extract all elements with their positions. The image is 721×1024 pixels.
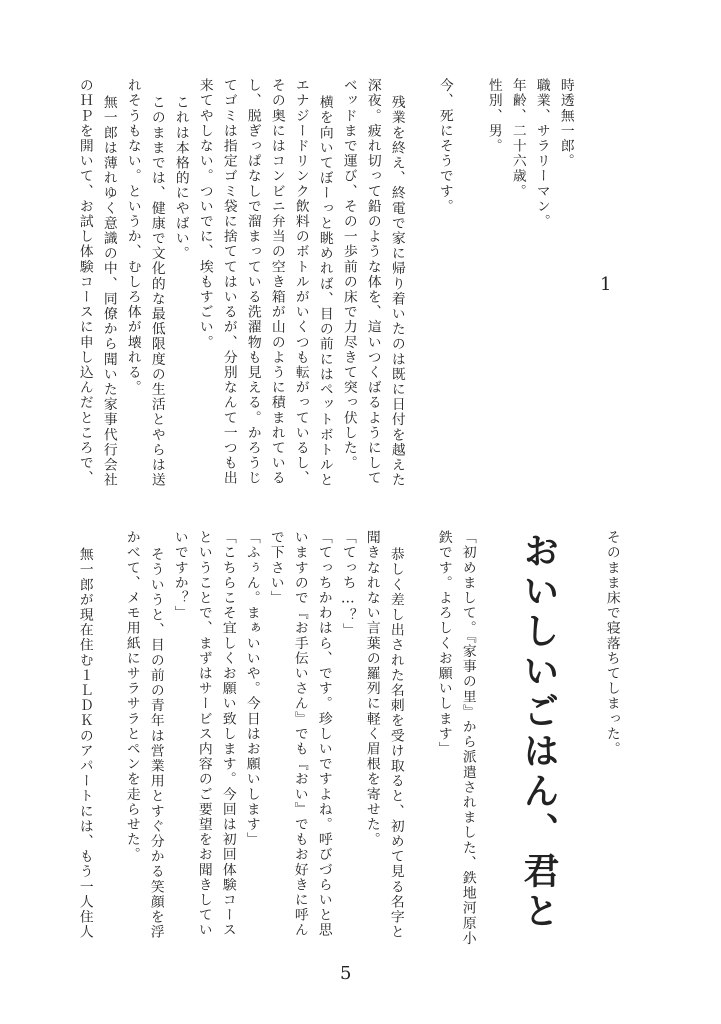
text-line: 時透無一郎。 (557, 78, 574, 169)
text-line: いますので『お手伝いさん』でも『おい』でもお好きに呼ん (291, 530, 308, 938)
text-line: 年齢、二十六歳。 (509, 78, 526, 199)
text-line: で下さい」 (267, 530, 284, 606)
page-number: 5 (340, 963, 352, 984)
text-line: のＨＰを開いて、お試し体験コースに申し込んだところで、 (76, 78, 93, 486)
text-line: 残業を終え、終電で家に帰り着いたのは既に日付を越えた (388, 95, 405, 488)
text-line: 今、死にそうです。 (436, 78, 453, 214)
text-line: 横を向いてぼーっと眺めれば、目の前にはペットボトルと (316, 95, 333, 488)
text-line: 「てっちかわはら、です。珍しいですよね。呼びづらいと思 (315, 530, 332, 938)
text-line: し、脱ぎっぱなしで溜まっている洗濯物も見える。かろうじ (244, 78, 261, 486)
text-line: そのまま床で寝落ちてしまった。 (603, 530, 620, 757)
text-line: 「こちらこそ宜しくお願い致します。今回は初回体験コース (219, 530, 236, 938)
text-line: かべて、メモ用紙にサラサラとペンを走らせた。 (123, 530, 140, 863)
text-line: いですか？」 (171, 530, 188, 621)
story-title: おいしいごはん、君と (518, 532, 559, 932)
text-line: ベッドまで運び、その一歩前の床で力尽きて突っ伏した。 (340, 78, 357, 471)
text-line: 無一郎は薄れゆく意識の中、同僚から聞いた家事代行会社 (100, 95, 117, 488)
text-line: 「ふぅん。まぁいいや。今日はお願いします」 (243, 530, 260, 848)
text-line: 「てっち…？」 (339, 530, 356, 638)
text-line: 来てやしない。ついでに、埃もすごい。 (196, 78, 213, 350)
text-line: 聞きなれない言葉の羅列に軽く眉根を寄せた。 (363, 530, 380, 848)
text-line: その奥にはコンビニ弁当の空き箱が山のように積まれている (268, 78, 285, 486)
text-line: 無一郎が現在住む１ＬＤＫのアパートには、もう一人住人 (76, 547, 93, 940)
text-line: 深夜。疲れ切って鉛のような体を、這いつくばるようにして (364, 78, 381, 486)
text-line: 恭しく差し出された名刺を受け取ると、初めて見る名字と (387, 547, 404, 940)
text-line: 職業、サラリーマン。 (533, 78, 550, 229)
text-line: このままでは、健康で文化的な最低限度の生活とやらは送 (148, 95, 165, 488)
text-line: これは本格的にやばい。 (172, 95, 189, 262)
chapter-number: 1 (600, 274, 612, 295)
text-line: れそうもない。というか、むしろ体が壊れる。 (124, 78, 141, 396)
text-line: ということで、まずはサービス内容のご要望をお聞きしてい (195, 530, 212, 938)
text-line: 「初めまして。『家事の里』から派遣されました、鉄地河原小 (459, 530, 476, 946)
text-line: そういうと、目の前の青年は営業用とすぐ分かる笑顔を浮 (147, 547, 164, 940)
text-line: てゴミは指定ゴミ袋に捨ててはいるが、分別なんて一つも出 (220, 78, 237, 486)
text-line: 性別、男。 (485, 78, 502, 154)
text-line: 鉄です。よろしくお願いします」 (435, 530, 452, 757)
text-line: エナジードリンク飲料のボトルがいくつも転がっているし、 (292, 78, 309, 486)
